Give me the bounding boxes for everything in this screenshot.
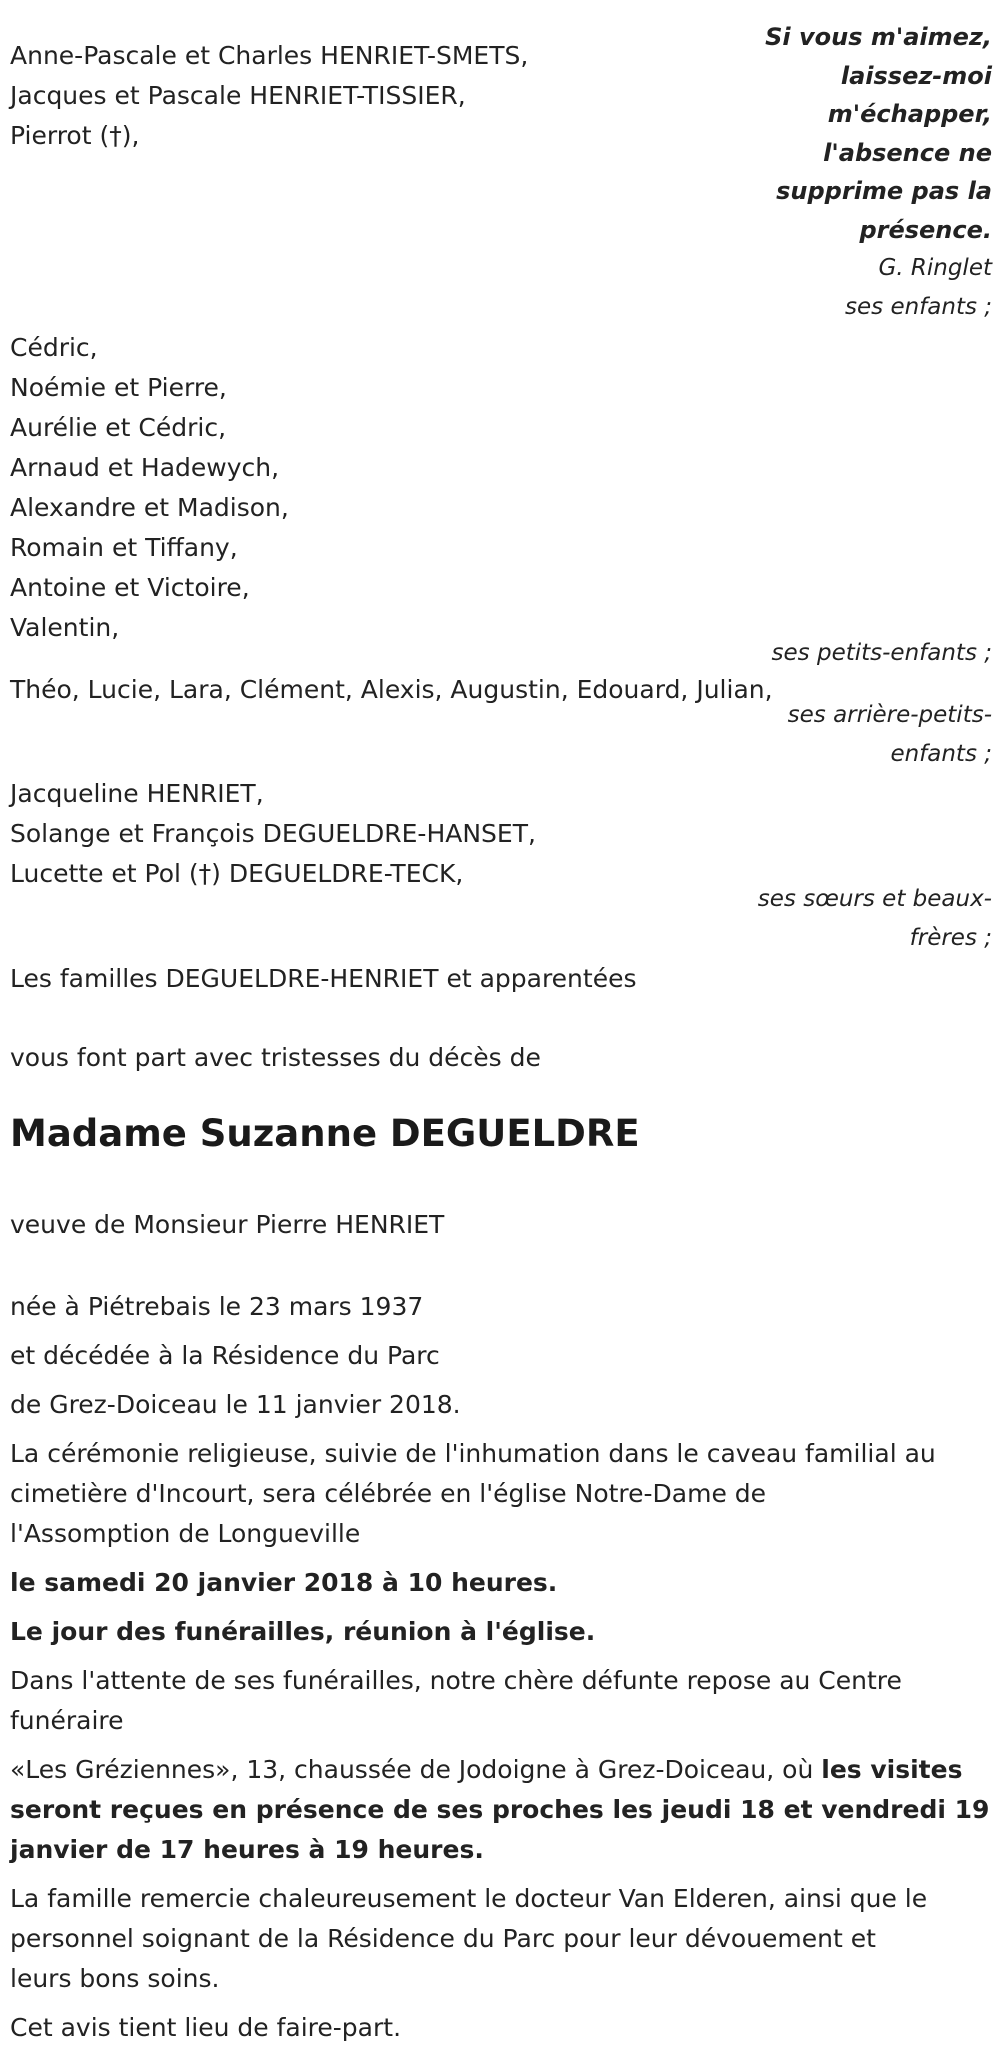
children-name: Pierrot (†), [10,121,140,150]
siblings-role: ses sœurs et beaux- [757,886,992,912]
children-name: Jacques et Pascale HENRIET-TISSIER, [10,81,466,110]
grandchild-name: Cédric, [10,333,98,362]
repose-text: Dans l'attente de ses funérailles, notre chère défunte repose au Centre [10,1666,902,1695]
quote-line: laissez-moi [840,61,992,90]
quote-author: G. Ringlet [878,255,992,281]
quote-line: m'échapper, [827,100,992,128]
grandchild-name: Valentin, [10,613,120,642]
siblings-role: frères ; [909,925,992,951]
quote-block [692,18,992,326]
children-name: Anne-Pascale et Charles HENRIET-SMETS, [10,41,529,70]
visits-schedule: seront reçues en présence de ses proches les jeudi 18 et vendredi 19 [10,1795,990,1824]
quote-line: présence. [859,215,992,244]
deceased-name: Madame Suzanne DEGUELDRE [10,1112,640,1155]
quote-line: Si vous m'aimez, [765,23,992,51]
ceremony-text: cimetière d'Incourt, sera célébrée en l'église Notre-Dame de [10,1479,767,1508]
great-grandchildren-role: enfants ; [890,741,992,767]
visits-text [10,1750,962,1790]
grandchild-name: Noémie et Pierre, [10,373,227,402]
grandchild-name: Antoine et Victoire, [10,573,250,602]
great-grandchildren-role: ses arrière-petits- [787,702,992,728]
death-info: et décédée à la Résidence du Parc [10,1341,440,1370]
funeral-meeting: Le jour des funérailles, réunion à l'église. [10,1617,596,1646]
grandchild-name: Aurélie et Cédric, [10,413,227,442]
ceremony-date: le samedi 20 janvier 2018 à 10 heures. [10,1568,558,1597]
thanks-text: La famille remercie chaleureusement le docteur Van Elderen, ainsi que le [10,1884,928,1913]
quote-line: l'absence ne [823,138,992,167]
widow-of: veuve de Monsieur Pierre HENRIET [10,1210,445,1239]
repose-text: funéraire [10,1706,124,1735]
ceremony-text: l'Assomption de Longueville [10,1519,361,1548]
visits-schedule: les visites [821,1755,963,1784]
children-role: ses enfants ; [845,293,992,320]
death-info: de Grez-Doiceau le 11 janvier 2018. [10,1390,461,1419]
grandchild-name: Romain et Tiffany, [10,533,238,562]
visits-address: «Les Gréziennes», 13, chaussée de Jodoigne à Grez-Doiceau, où [10,1755,822,1784]
sibling-name: Solange et François DEGUELDRE-HANSET, [10,819,536,848]
visits-schedule: janvier de 17 heures à 19 heures. [10,1835,484,1864]
closing-note: Cet avis tient lieu de faire-part. [10,2013,402,2042]
grandchild-name: Alexandre et Madison, [10,493,289,522]
birth-info: née à Piétrebais le 23 mars 1937 [10,1292,424,1321]
thanks-text: personnel soignant de la Résidence du Parc pour leur dévouement et [10,1924,876,1953]
announcement: vous font part avec tristesses du décès de [10,1043,541,1072]
grandchild-name: Arnaud et Hadewych, [10,453,280,482]
quote-line: supprime pas la [776,177,992,205]
thanks-text: leurs bons soins. [10,1964,220,1993]
great-grandchildren-names: Théo, Lucie, Lara, Clément, Alexis, Augustin, Edouard, Julian, [10,675,773,704]
sibling-name: Lucette et Pol (†) DEGUELDRE-TECK, [10,859,464,888]
families-line: Les familles DEGUELDRE-HENRIET et apparentées [10,964,637,993]
ceremony-text: La cérémonie religieuse, suivie de l'inhumation dans le caveau familial au [10,1439,936,1468]
sibling-name: Jacqueline HENRIET, [10,779,264,808]
grandchildren-role: ses petits-enfants ; [771,640,992,666]
